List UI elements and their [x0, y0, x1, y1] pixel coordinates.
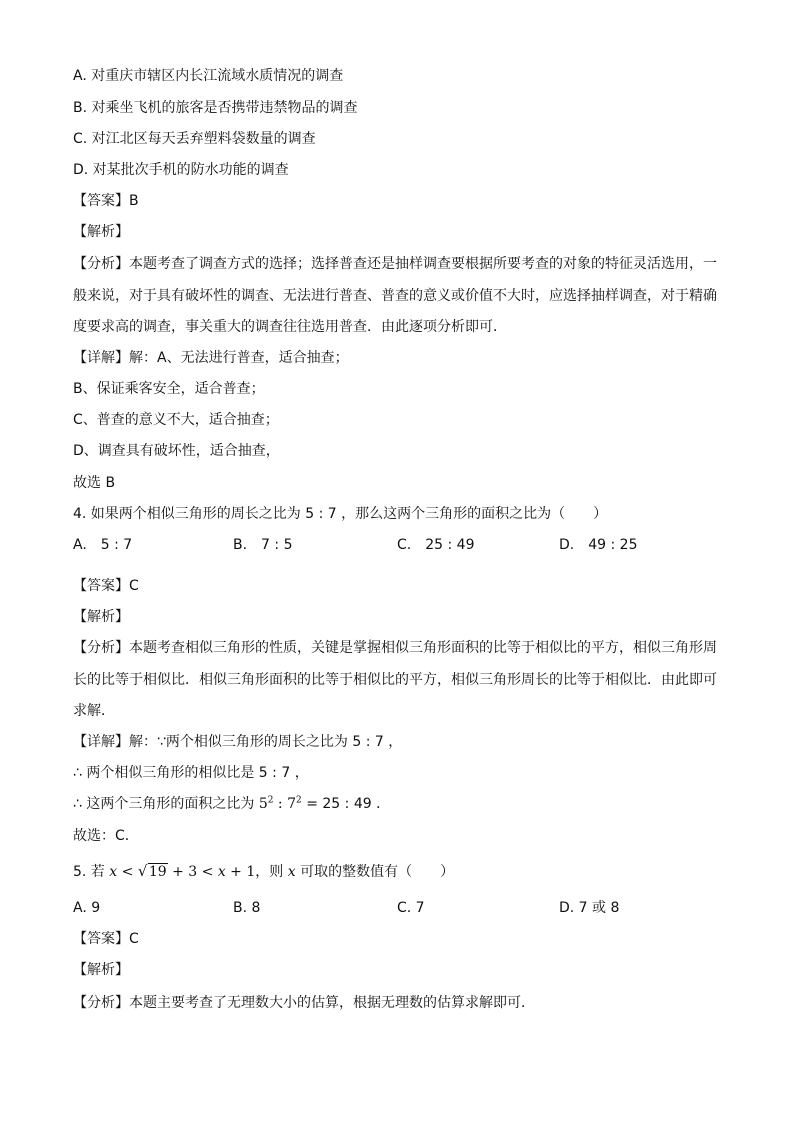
q4-option-d: D. 49 : 25	[559, 537, 638, 553]
q3-detail-line-4: D、调查具有破坏性，适合抽查，	[73, 443, 280, 459]
q4-detail-line-1: 【详解】解：∵两个相似三角形的周长之比为 5 : 7 ，	[73, 734, 403, 750]
q5-option-d: D. 7 或 8	[559, 900, 620, 916]
q4-detail-line-2: ∴ 两个相似三角形的相似比是 5 : 7 ，	[73, 765, 309, 781]
q3-analysis-tag: 【解析】	[73, 224, 129, 240]
q4-area-exp-1: 2	[267, 795, 274, 806]
q4-area-base-1: 5	[258, 796, 268, 812]
q3-analysis-line-1: 【分析】本题考查了调查方式的选择；选择普查还是抽样调查要根据所要考查的对象的特征灵活选用，一	[73, 256, 717, 272]
q5-stem-mid: ，则	[255, 864, 288, 880]
q5-options	[73, 900, 733, 916]
q5-radicand: 19	[148, 864, 167, 880]
q5-option-a: A. 9	[73, 900, 101, 916]
q5-stem-prefix: 5. 若	[73, 864, 110, 880]
q4-option-a: A. 5 : 7	[73, 537, 133, 553]
q5-analysis-line: 【分析】本题主要考查了无理数大小的估算，根据无理数的估算求解即可．	[73, 995, 535, 1011]
q5-answer: 【答案】C	[73, 931, 139, 947]
q4-area-suffix: = 25 : 49 ．	[301, 796, 391, 812]
q4-option-b: B. 7 : 5	[233, 537, 293, 553]
q3-answer: 【答案】B	[73, 193, 139, 209]
q3-option-a: A. 对重庆市辖区内长江流域水质情况的调查	[73, 68, 344, 84]
q4-area-ratio-line	[73, 796, 733, 812]
q3-analysis-line-2: 般来说，对于具有破坏性的调查、无法进行普查、普查的意义或价值不大时，应选择抽样调查，对于精确	[73, 288, 717, 304]
q3-analysis-line-3: 度要求高的调查，事关重大的调查往往选用普查．由此逐项分析即可．	[73, 319, 507, 335]
q4-area-prefix: ∴ 这两个三角形的面积之比为	[73, 796, 259, 812]
q3-option-b: B. 对乘坐飞机的旅客是否携带违禁物品的调查	[73, 100, 358, 116]
q5-stem	[73, 864, 733, 880]
q3-option-d: D. 对某批次手机的防水功能的调查	[73, 162, 289, 178]
q4-area-exp-2: 2	[296, 795, 302, 806]
q5-lt-1: <	[117, 864, 138, 880]
q4-analysis-tag: 【解析】	[73, 609, 129, 625]
q4-area-base-2: 7	[287, 796, 297, 812]
q5-stem-suffix: 可取的整数值有（ ）	[295, 864, 455, 880]
q5-plus-3: + 3 <	[167, 864, 218, 880]
q5-option-b: B. 8	[233, 900, 261, 916]
q4-analysis-line-2: 长的比等于相似比．相似三角形面积的比等于相似比的平方，相似三角形周长的比等于相似比．由此即可	[73, 672, 717, 688]
q4-options	[73, 537, 733, 553]
q4-analysis-line-1: 【分析】本题考查相似三角形的性质，关键是掌握相似三角形面积的比等于相似比的平方，相似三角形周	[73, 640, 717, 656]
q5-var-x-1: x	[109, 864, 118, 880]
q3-option-c: C. 对江北区每天丢弃塑料袋数量的调查	[73, 131, 316, 147]
q4-detail-line-3: 故选：C．	[73, 828, 139, 844]
q4-answer: 【答案】C	[73, 578, 139, 594]
q4-option-c: C. 25 : 49	[397, 537, 475, 553]
sqrt-icon	[138, 864, 168, 880]
q5-var-x-2: x	[217, 864, 226, 880]
q4-analysis-line-3: 求解．	[73, 703, 115, 719]
q3-detail-line-2: B、保证乘客安全，适合普查；	[73, 381, 265, 397]
q3-detail-line-1: 【详解】解：A、无法进行普查，适合抽查；	[73, 350, 349, 366]
q5-plus-1: + 1	[225, 864, 256, 880]
q3-detail-line-5: 故选 B	[73, 475, 116, 491]
q4-area-colon: :	[273, 796, 288, 812]
q5-analysis-tag: 【解析】	[73, 962, 129, 978]
q4-stem: 4. 如果两个相似三角形的周长之比为 5 : 7 ，那么这两个三角形的面积之比为（ ）	[73, 506, 608, 522]
q3-detail-line-3: C、普查的意义不大，适合抽查；	[73, 412, 279, 428]
q5-option-c: C. 7	[397, 900, 425, 916]
q5-var-x-3: x	[287, 864, 296, 880]
